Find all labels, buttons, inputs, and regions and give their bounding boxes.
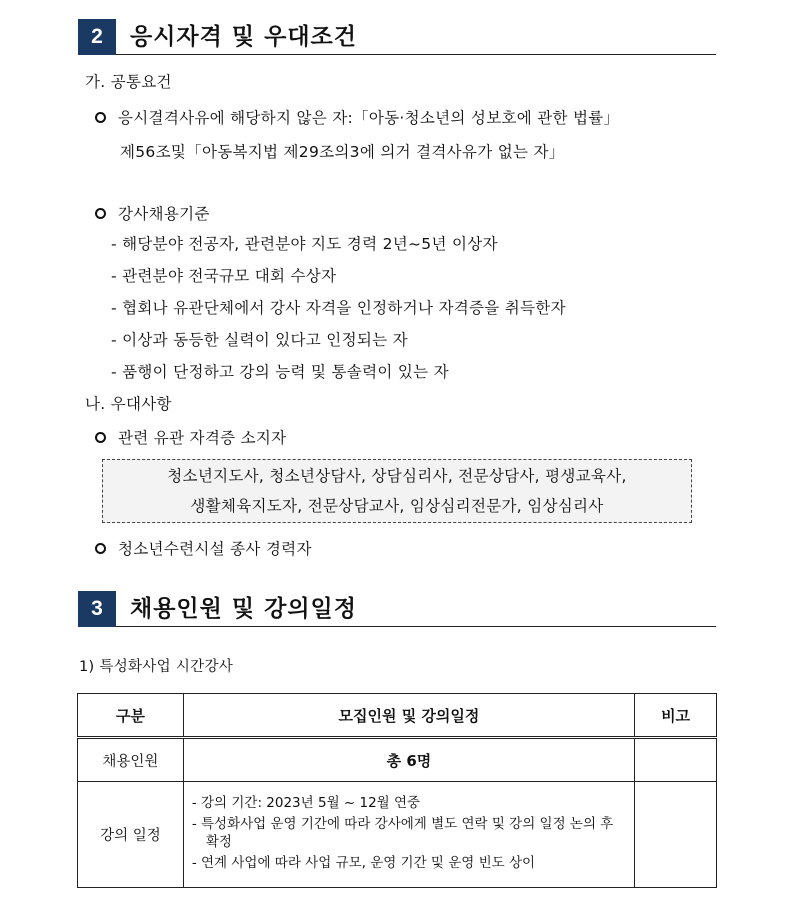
criteria-label: 강사채용기준 <box>118 205 210 223</box>
section-3-header <box>78 591 716 627</box>
pref-exp-item <box>95 538 312 560</box>
schedule-table <box>77 693 717 888</box>
circle-bullet-icon <box>95 432 106 443</box>
circle-bullet-icon <box>95 112 106 123</box>
schedule-detail-item: - 특성화사업 운영 기간에 따라 강사에게 별도 연락 및 강의 일정 논의 후 확정 <box>191 816 614 850</box>
preference-label: 나. 우대사항 <box>85 395 172 413</box>
certificate-list-box <box>102 459 692 523</box>
sub-section-label: 1) 특성화사업 시간강사 <box>79 659 234 675</box>
circle-bullet-icon <box>95 543 106 554</box>
row-label: 채용인원 <box>78 738 184 782</box>
criteria-item: - 품행이 단정하고 강의 능력 및 통솔력이 있는 자 <box>111 363 449 381</box>
cert-box-line-2: 생활체육지도자, 전문상담교사, 임상심리전문가, 임상심리사 <box>190 497 604 515</box>
headcount-value: 총 6명 <box>183 738 634 782</box>
criteria-item: - 이상과 동등한 실력이 있다고 인정되는 자 <box>111 331 408 349</box>
circle-bullet-icon <box>95 208 106 219</box>
cert-box-line-1: 청소년지도사, 청소년상담사, 상담심리사, 전문상담사, 평생교육사, <box>167 467 627 485</box>
common-requirements-label: 가. 공통요건 <box>85 73 172 91</box>
pref-cert-item <box>95 427 286 449</box>
row-note <box>635 738 717 782</box>
table-row <box>78 738 717 782</box>
disqualify-line-1: 응시결격사유에 해당하지 않은 자:「아동·청소년의 성보호에 관한 법률」 <box>118 109 620 127</box>
disqualify-item <box>95 107 619 129</box>
criteria-heading <box>95 203 210 225</box>
section-2-title: 응시자격 및 우대조건 <box>130 24 357 50</box>
row-note <box>635 782 717 888</box>
table-row <box>78 782 717 888</box>
pref-cert-label: 관련 유관 자격증 소지자 <box>118 429 287 447</box>
disqualify-line-2: 제56조및「아동복지법 제29조의3에 의거 결격사유가 없는 자」 <box>120 143 565 161</box>
table-header-cell: 모집인원 및 강의일정 <box>183 694 634 738</box>
table-header-cell: 비고 <box>635 694 717 738</box>
schedule-detail-item: - 강의 기간: 2023년 5월 ~ 12월 연중 <box>191 795 421 811</box>
schedule-details-list <box>184 788 634 881</box>
section-3-number: 3 <box>78 591 116 627</box>
criteria-item: - 협회나 유관단체에서 강사 자격을 인정하거나 자격증을 취득한자 <box>111 299 566 317</box>
section-2-header <box>78 19 716 55</box>
criteria-item: - 해당분야 전공자, 관련분야 지도 경력 2년~5년 이상자 <box>111 235 498 253</box>
pref-exp-label: 청소년수련시설 종사 경력자 <box>118 540 312 558</box>
criteria-item: - 관련분야 전국규모 대회 수상자 <box>111 267 337 285</box>
section-3-title: 채용인원 및 강의일정 <box>130 596 357 622</box>
schedule-details-cell <box>183 782 634 888</box>
table-header-cell: 구분 <box>78 694 184 738</box>
row-label: 강의 일정 <box>78 782 184 888</box>
schedule-detail-item: - 연계 사업에 따라 사업 규모, 운영 기간 및 운영 빈도 상이 <box>191 855 536 871</box>
section-2-number: 2 <box>78 19 116 55</box>
table-header-row <box>78 694 717 738</box>
